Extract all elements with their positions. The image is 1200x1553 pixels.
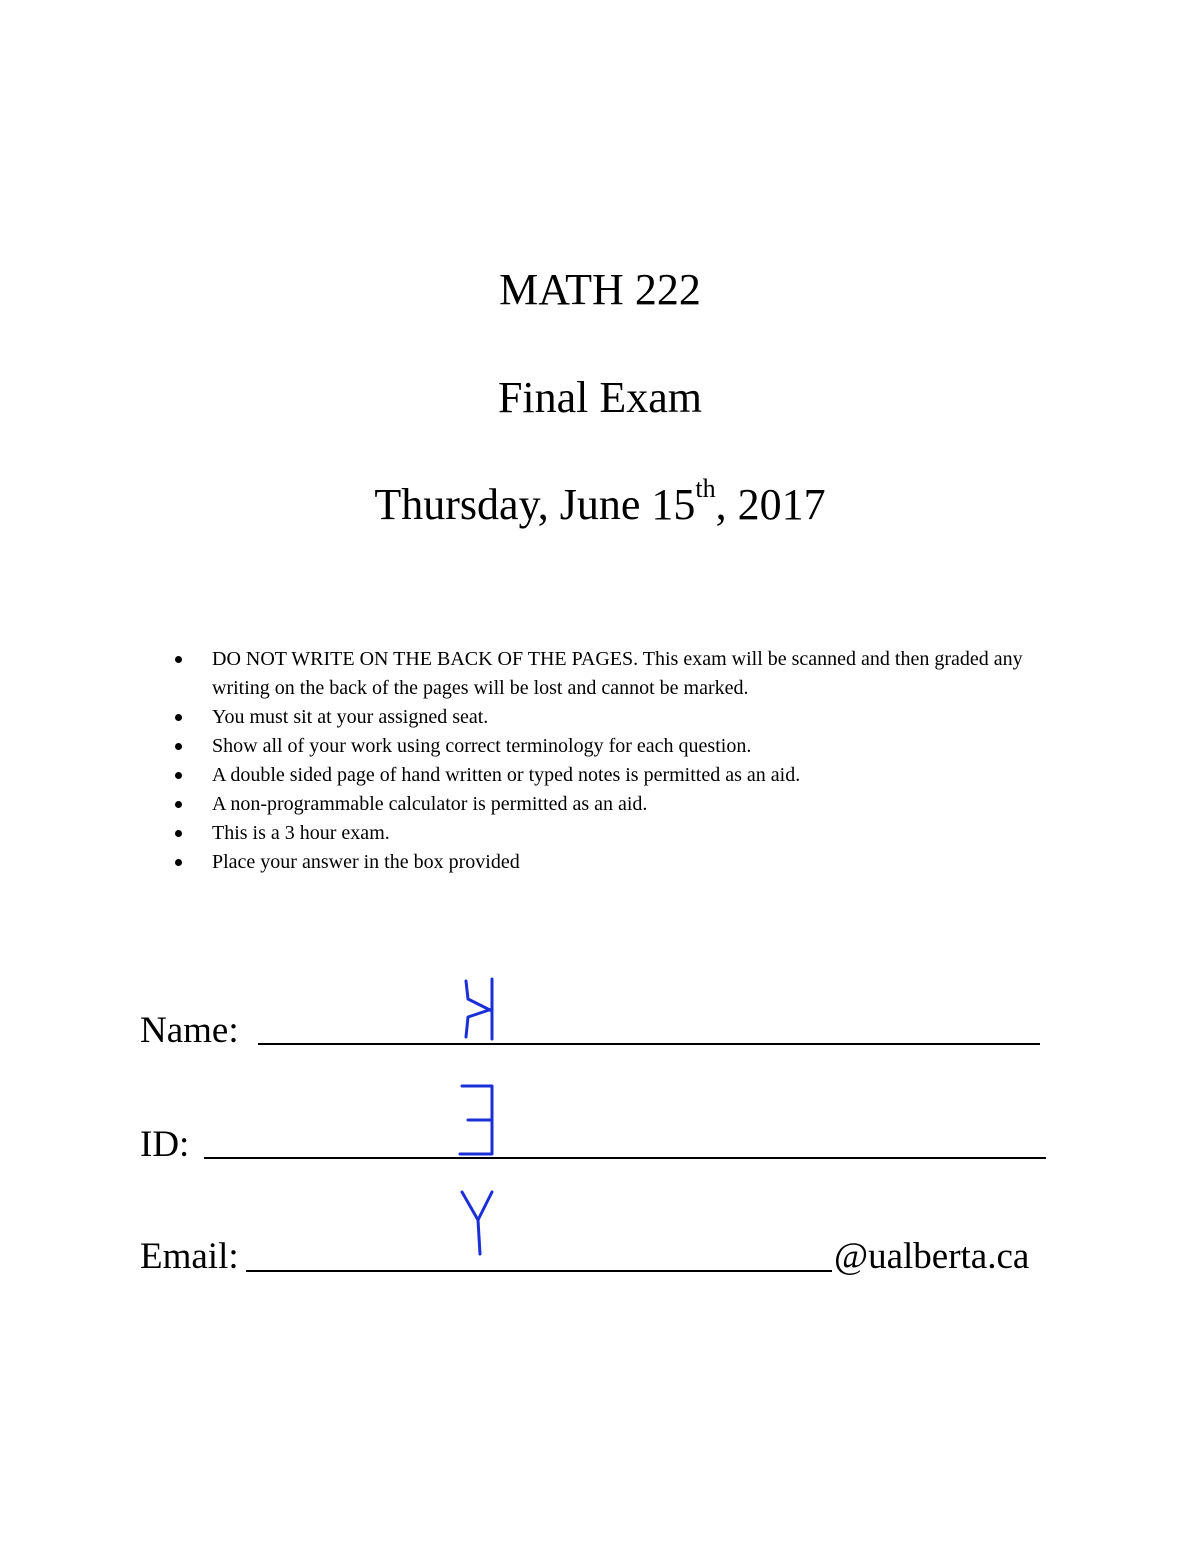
name-field-line[interactable] [258, 1043, 1040, 1045]
id-field-line[interactable] [204, 1157, 1046, 1159]
instruction-item [172, 703, 1052, 732]
instruction-text: This is a 3 hour exam. [212, 822, 390, 844]
instruction-text: Place your answer in the box provided [212, 851, 520, 873]
handwritten-letter-e [452, 1080, 502, 1158]
email-field-line[interactable] [246, 1270, 832, 1272]
instruction-item [172, 645, 1052, 703]
bullet-icon [175, 772, 182, 779]
exam-date-year: , 2017 [715, 480, 826, 529]
exam-type: Final Exam [497, 373, 703, 422]
bullet-icon [175, 830, 182, 837]
instruction-item [172, 732, 1052, 761]
instruction-item [172, 790, 1052, 819]
instruction-text: DO NOT WRITE ON THE BACK OF THE PAGES. This exam will be scanned and then graded any writing on the back of the pages will be lost and cannot be marked. [212, 648, 1023, 699]
exam-date [0, 474, 1200, 529]
instruction-text: You must sit at your assigned seat. [212, 706, 489, 728]
bullet-icon [175, 714, 182, 721]
bullet-icon [175, 859, 182, 866]
name-label: Name: [140, 1010, 239, 1051]
instructions-list [172, 645, 1052, 877]
exam-date-main: Thursday, June 15 [374, 480, 696, 529]
instruction-text: Show all of your work using correct terminology for each question. [212, 735, 752, 757]
email-domain: @ualberta.ca [834, 1236, 1030, 1277]
instruction-item [172, 819, 1052, 848]
instruction-item [172, 761, 1052, 790]
handwritten-letter-k [456, 975, 502, 1043]
email-label: Email: [140, 1236, 239, 1277]
instruction-text: A non-programmable calculator is permitted as an aid. [212, 793, 648, 815]
course-title: MATH 222 [499, 265, 701, 314]
instruction-text: A double sided page of hand written or typed notes is permitted as an aid. [212, 764, 801, 786]
bullet-icon [175, 656, 182, 663]
exam-date-ordinal: th [695, 474, 716, 504]
bullet-icon [175, 743, 182, 750]
handwritten-letter-y [456, 1188, 498, 1258]
bullet-icon [175, 801, 182, 808]
id-label: ID: [140, 1124, 190, 1165]
instruction-item [172, 848, 1052, 877]
